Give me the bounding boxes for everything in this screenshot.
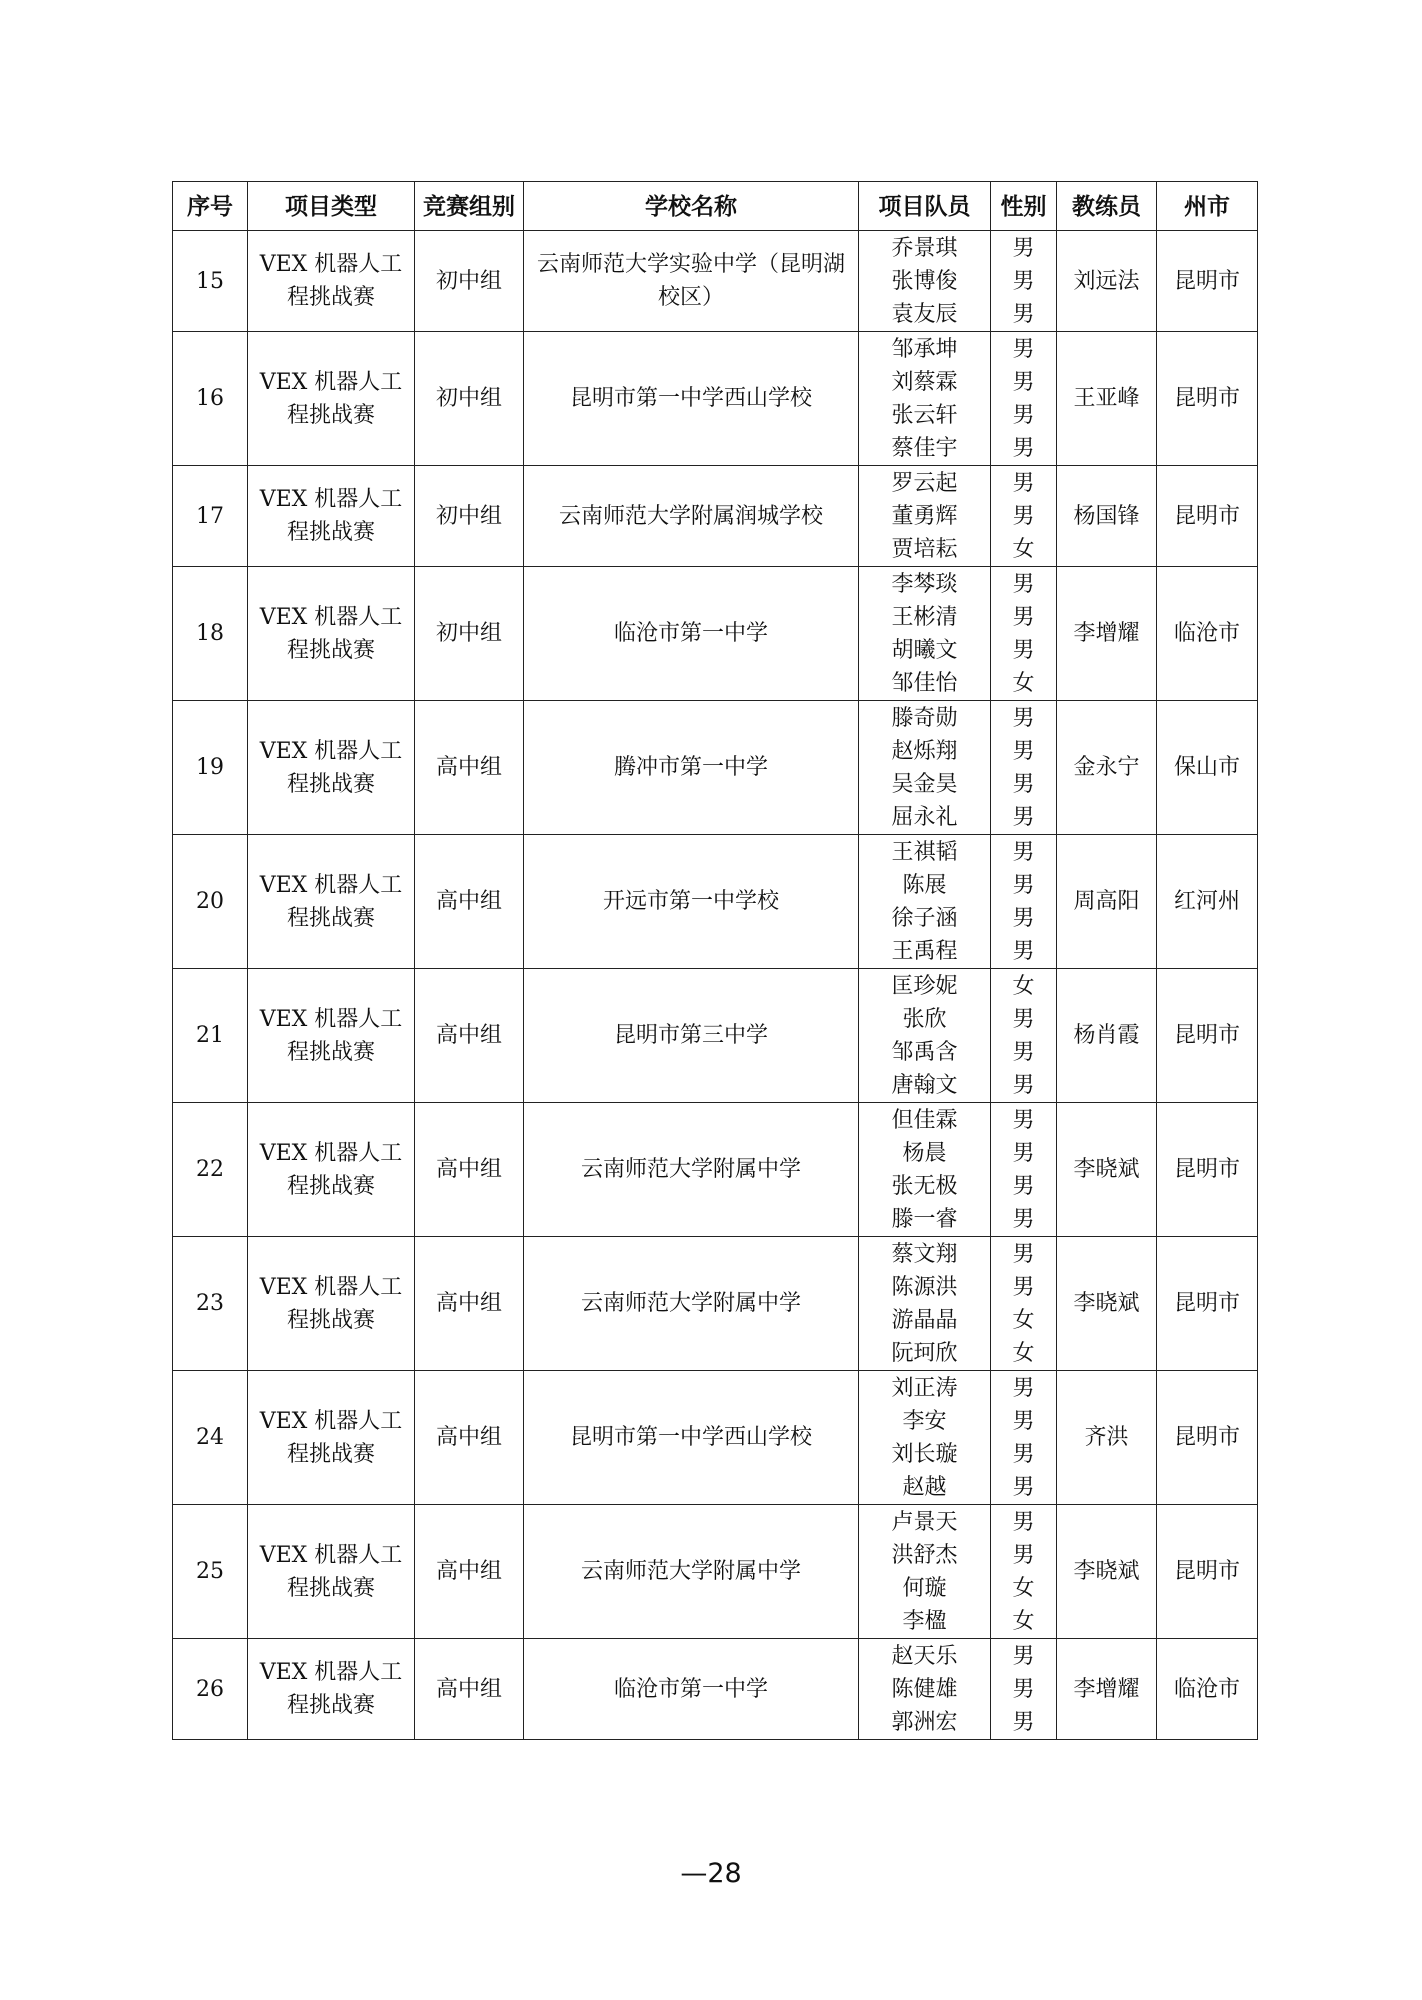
school-name: 云南师范大学附属中学 [524,1237,859,1371]
project-type [248,1237,415,1371]
table-row [173,1371,1258,1505]
project-type [248,466,415,567]
member-gender: 男 [1012,503,1035,529]
table-row [173,1237,1258,1371]
city-name: 昆明市 [1157,1505,1258,1639]
member-gender: 男 [1012,402,1035,428]
member-genders [991,231,1057,332]
project-type-line: 程挑战赛 [286,1441,375,1467]
project-type-line: VEX 机器人工 [259,1408,403,1434]
project-type-line: VEX 机器人工 [259,1542,403,1568]
team-members [859,1103,991,1237]
member-name: 洪舒杰 [891,1542,958,1568]
team-members [859,835,991,969]
member-name: 胡曦文 [891,637,958,663]
coach-name: 杨国锋 [1057,466,1157,567]
competition-group: 高中组 [415,701,524,835]
member-name: 张欣 [902,1006,947,1032]
member-gender: 男 [1012,1709,1035,1735]
member-name: 蔡文翔 [891,1241,958,1267]
member-name: 乔景琪 [891,235,958,261]
project-type [248,969,415,1103]
member-gender: 男 [1012,1072,1035,1098]
member-gender: 男 [1012,268,1035,294]
school-name: 昆明市第一中学西山学校 [524,332,859,466]
table-row [173,567,1258,701]
member-name: 郭洲宏 [891,1709,958,1735]
school-name: 云南师范大学附属中学 [524,1103,859,1237]
team-members [859,969,991,1103]
member-name: 滕一睿 [891,1206,958,1232]
member-name: 邹承坤 [891,336,958,362]
member-name: 李楹 [902,1608,947,1634]
member-name: 蔡佳宇 [891,435,958,461]
member-gender: 男 [1012,1676,1035,1702]
member-gender: 男 [1012,804,1035,830]
member-gender: 男 [1012,1140,1035,1166]
project-type [248,231,415,332]
member-name: 刘正涛 [891,1375,958,1401]
team-members [859,332,991,466]
member-genders [991,1371,1057,1505]
project-type [248,1103,415,1237]
member-name: 赵越 [902,1474,947,1500]
member-name: 赵天乐 [891,1643,958,1669]
coach-name: 李晓斌 [1057,1103,1157,1237]
project-type-line: 程挑战赛 [286,402,375,428]
table-row [173,231,1258,332]
row-number: 22 [173,1103,248,1237]
member-name: 袁友辰 [891,301,958,327]
row-number: 26 [173,1639,248,1740]
school-name: 开远市第一中学校 [524,835,859,969]
project-type [248,835,415,969]
table-row [173,1505,1258,1639]
member-gender: 男 [1012,571,1035,597]
coach-name: 齐洪 [1057,1371,1157,1505]
member-gender: 女 [1012,670,1035,696]
coach-name: 李晓斌 [1057,1237,1157,1371]
project-type-line: VEX 机器人工 [259,1140,403,1166]
member-name: 李棽琰 [891,571,958,597]
team-members [859,1371,991,1505]
member-gender: 男 [1012,369,1035,395]
member-name: 张无极 [891,1173,958,1199]
table-row [173,466,1258,567]
member-gender: 男 [1012,1173,1035,1199]
member-name: 王彬清 [891,604,958,630]
city-name: 红河州 [1157,835,1258,969]
project-type-line: 程挑战赛 [286,1575,375,1601]
project-type-line: 程挑战赛 [286,771,375,797]
roster-table [172,181,1258,1740]
member-gender: 男 [1012,1107,1035,1133]
member-genders [991,1505,1057,1639]
member-gender: 女 [1012,1307,1035,1333]
member-genders [991,1237,1057,1371]
competition-group: 高中组 [415,969,524,1103]
project-type-line: VEX 机器人工 [259,252,403,277]
coach-name: 李增耀 [1057,567,1157,701]
project-type-line: 程挑战赛 [286,285,375,310]
member-gender: 男 [1012,1408,1035,1434]
project-type-line: VEX 机器人工 [259,872,403,898]
header-group: 竞赛组别 [415,182,524,231]
project-type-line: VEX 机器人工 [259,738,403,764]
table-row [173,701,1258,835]
member-name: 李安 [902,1408,947,1434]
member-gender: 男 [1012,1375,1035,1401]
competition-group: 高中组 [415,835,524,969]
team-members [859,1639,991,1740]
member-gender: 男 [1012,1274,1035,1300]
member-name: 卢景天 [891,1509,958,1535]
row-number: 20 [173,835,248,969]
member-gender: 男 [1012,1241,1035,1267]
table-row [173,1639,1258,1740]
member-name: 但佳霖 [891,1107,958,1133]
city-name: 昆明市 [1157,1237,1258,1371]
project-type [248,332,415,466]
member-name: 董勇辉 [891,503,958,529]
member-gender: 男 [1012,905,1035,931]
competition-group: 高中组 [415,1103,524,1237]
member-name: 徐子涵 [891,905,958,931]
project-type-line: VEX 机器人工 [259,487,403,512]
project-type-line: 程挑战赛 [286,1307,375,1333]
member-name: 杨晨 [902,1140,947,1166]
project-type-line: 程挑战赛 [286,520,375,545]
member-gender: 男 [1012,1542,1035,1568]
member-name: 吴金昊 [891,771,958,797]
header-gender: 性别 [991,182,1057,231]
member-gender: 男 [1012,637,1035,663]
table-body [173,231,1258,1740]
project-type [248,1505,415,1639]
project-type [248,701,415,835]
member-genders [991,701,1057,835]
member-genders [991,567,1057,701]
member-gender: 女 [1012,1340,1035,1366]
competition-group: 初中组 [415,466,524,567]
row-number: 17 [173,466,248,567]
row-number: 21 [173,969,248,1103]
project-type-line: 程挑战赛 [286,637,375,663]
member-gender: 男 [1012,435,1035,461]
school-name: 临沧市第一中学 [524,1639,859,1740]
member-gender: 男 [1012,738,1035,764]
team-members [859,1237,991,1371]
city-name: 临沧市 [1157,567,1258,701]
header-no: 序号 [173,182,248,231]
member-gender: 女 [1012,1575,1035,1601]
member-gender: 男 [1012,938,1035,964]
member-name: 张博俊 [891,268,958,294]
team-members [859,567,991,701]
member-gender: 男 [1012,839,1035,865]
header-type: 项目类型 [248,182,415,231]
member-name: 屈永礼 [891,804,958,830]
member-gender: 男 [1012,1006,1035,1032]
school-name: 临沧市第一中学 [524,567,859,701]
row-number: 23 [173,1237,248,1371]
table-row [173,332,1258,466]
member-genders [991,332,1057,466]
member-genders [991,1103,1057,1237]
member-gender: 男 [1012,336,1035,362]
header-school: 学校名称 [524,182,859,231]
row-number: 16 [173,332,248,466]
member-name: 游晶晶 [891,1307,958,1333]
member-name: 赵烁翔 [891,738,958,764]
member-name: 匡珍妮 [891,973,958,999]
row-number: 15 [173,231,248,332]
member-name: 刘蔡霖 [891,369,958,395]
coach-name: 王亚峰 [1057,332,1157,466]
member-gender: 男 [1012,1441,1035,1467]
project-type-line: 程挑战赛 [286,1693,375,1718]
row-number: 19 [173,701,248,835]
member-gender: 男 [1012,1643,1035,1669]
team-members [859,701,991,835]
project-type-line: VEX 机器人工 [259,1274,403,1300]
coach-name: 刘远法 [1057,231,1157,332]
school-name: 昆明市第一中学西山学校 [524,1371,859,1505]
member-gender: 男 [1012,1206,1035,1232]
coach-name: 杨肖霞 [1057,969,1157,1103]
member-gender: 男 [1012,705,1035,731]
member-name: 陈展 [902,872,947,898]
header-city: 州市 [1157,182,1258,231]
coach-name: 金永宁 [1057,701,1157,835]
member-gender: 男 [1012,1474,1035,1500]
member-gender: 男 [1012,1509,1035,1535]
member-name: 王禹程 [891,938,958,964]
member-gender: 女 [1012,973,1035,999]
team-members [859,1505,991,1639]
member-name: 邹禹含 [891,1039,958,1065]
member-genders [991,969,1057,1103]
city-name: 保山市 [1157,701,1258,835]
row-number: 24 [173,1371,248,1505]
header-coach: 教练员 [1057,182,1157,231]
table-row [173,1103,1258,1237]
member-genders [991,835,1057,969]
competition-group: 初中组 [415,567,524,701]
member-name: 刘长璇 [891,1441,958,1467]
project-type-line: VEX 机器人工 [259,604,403,630]
project-type-line: VEX 机器人工 [259,1006,403,1032]
member-gender: 女 [1012,1608,1035,1634]
row-number: 25 [173,1505,248,1639]
team-members [859,231,991,332]
school-name: 腾冲市第一中学 [524,701,859,835]
page-number: —28 [680,1858,742,1889]
member-name: 陈健雄 [891,1676,958,1702]
member-gender: 男 [1012,235,1035,261]
row-number: 18 [173,567,248,701]
coach-name: 周高阳 [1057,835,1157,969]
member-name: 阮珂欣 [891,1340,958,1366]
school-name: 昆明市第三中学 [524,969,859,1103]
project-type [248,1639,415,1740]
member-gender: 男 [1012,771,1035,797]
city-name: 昆明市 [1157,969,1258,1103]
header-members: 项目队员 [859,182,991,231]
competition-group: 高中组 [415,1237,524,1371]
table-header-row [173,182,1258,231]
member-genders [991,466,1057,567]
team-members [859,466,991,567]
city-name: 昆明市 [1157,1371,1258,1505]
city-name: 临沧市 [1157,1639,1258,1740]
project-type-line: 程挑战赛 [286,1039,375,1065]
member-gender: 女 [1012,536,1035,562]
competition-group: 初中组 [415,332,524,466]
member-gender: 男 [1012,470,1035,496]
member-name: 何璇 [902,1575,947,1601]
project-type-line: VEX 机器人工 [259,1660,403,1685]
member-genders [991,1639,1057,1740]
table-row [173,969,1258,1103]
competition-group: 初中组 [415,231,524,332]
table-row [173,835,1258,969]
member-name: 王祺韬 [891,839,958,865]
project-type-line: 程挑战赛 [286,905,375,931]
competition-group: 高中组 [415,1639,524,1740]
project-type-line: 程挑战赛 [286,1173,375,1199]
competition-group: 高中组 [415,1371,524,1505]
member-name: 贾培耘 [891,536,958,562]
member-name: 邹佳怡 [891,670,958,696]
coach-name: 李晓斌 [1057,1505,1157,1639]
member-name: 罗云起 [891,470,958,496]
member-gender: 男 [1012,1039,1035,1065]
project-type [248,567,415,701]
city-name: 昆明市 [1157,466,1258,567]
member-gender: 男 [1012,872,1035,898]
city-name: 昆明市 [1157,332,1258,466]
member-name: 陈源洪 [891,1274,958,1300]
competition-group: 高中组 [415,1505,524,1639]
member-name: 滕奇勋 [891,705,958,731]
school-name: 云南师范大学实验中学（昆明湖校区） [524,231,859,332]
city-name: 昆明市 [1157,1103,1258,1237]
member-name: 张云轩 [891,402,958,428]
member-name: 唐翰文 [891,1072,958,1098]
school-name: 云南师范大学附属润城学校 [524,466,859,567]
school-name: 云南师范大学附属中学 [524,1505,859,1639]
project-type [248,1371,415,1505]
coach-name: 李增耀 [1057,1639,1157,1740]
project-type-line: VEX 机器人工 [259,369,403,395]
member-gender: 男 [1012,604,1035,630]
city-name: 昆明市 [1157,231,1258,332]
member-gender: 男 [1012,301,1035,327]
